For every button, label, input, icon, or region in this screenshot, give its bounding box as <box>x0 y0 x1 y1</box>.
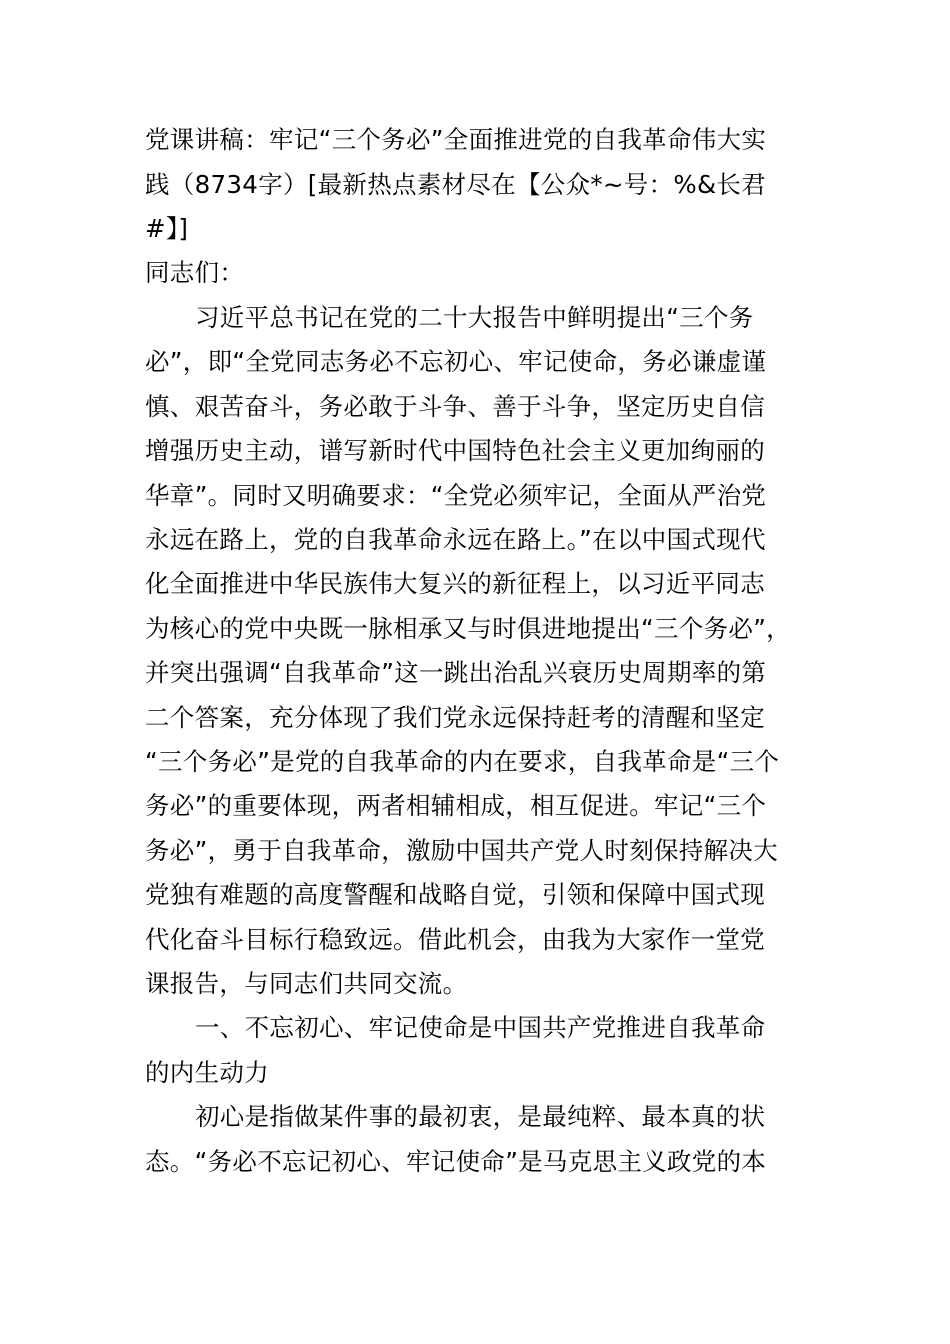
paragraph-1-line: 华章”。同时又明确要求：“全党必须牢记，全面从严治党 <box>145 481 767 510</box>
paragraph-1-line: 课报告，与同志们共同交流。 <box>145 969 468 998</box>
paragraph-1-line: 务必”的重要体现，两者相辅相成，相互促进。牢记“三个 <box>145 791 767 820</box>
section-heading-line: 的内生动力 <box>145 1058 269 1087</box>
salutation: 同志们： <box>145 258 245 287</box>
paragraph-1-line: 化全面推进中华民族伟大复兴的新征程上，以习近平同志 <box>145 569 765 598</box>
paragraph-1-line: 增强历史主动，谱写新时代中国特色社会主义更加绚丽的 <box>145 436 765 465</box>
paragraph-2-line: 态。“务必不忘记初心、牢记使命”是马克思主义政党的本 <box>145 1147 767 1176</box>
paragraph-1-line: 习近平总书记在党的二十大报告中鲜明提出“三个务 <box>195 303 754 332</box>
paragraph-1-line: 党独有难题的高度警醒和战略自觉，引领和保障中国式现 <box>145 880 765 909</box>
paragraph-1-line: 二个答案，充分体现了我们党永远保持赶考的清醒和坚定 <box>145 703 765 732</box>
paragraph-1-line: 必”，即“全党同志务必不忘初心、牢记使命，务必谦虚谨 <box>145 347 767 376</box>
paragraph-1-line: 永远在路上，党的自我革命永远在路上。”在以中国式现代 <box>145 525 766 554</box>
title-line-1: 党课讲稿：牢记“三个务必”全面推进党的自我革命伟大实 <box>145 125 767 154</box>
paragraph-1-line: 代化奋斗目标行稳致远。借此机会，由我为大家作一堂党 <box>145 925 765 954</box>
title-line-3: #】] <box>145 214 189 243</box>
paragraph-2-line: 初心是指做某件事的最初衷，是最纯粹、最本真的状 <box>195 1102 766 1131</box>
paragraph-1-line: 慎、艰苦奋斗，务必敢于斗争、善于斗争，坚定历史自信 <box>145 392 765 421</box>
paragraph-1-line: 并突出强调“自我革命”这一跳出治乱兴衰历史周期率的第 <box>145 658 767 687</box>
section-heading-line: 一、不忘初心、牢记使命是中国共产党推进自我革命 <box>195 1013 766 1042</box>
paragraph-1-line: “三个务必”是党的自我革命的内在要求，自我革命是“三个 <box>145 747 780 776</box>
paragraph-1-line: 务必”，勇于自我革命，激励中国共产党人时刻保持解决大 <box>145 836 778 865</box>
title-line-2: 践（8734字）[最新热点素材尽在【公众*~号：%&长君 <box>145 170 766 199</box>
paragraph-1-line: 为核心的党中央既一脉相承又与时俱进地提出“三个务必”， <box>145 614 791 643</box>
